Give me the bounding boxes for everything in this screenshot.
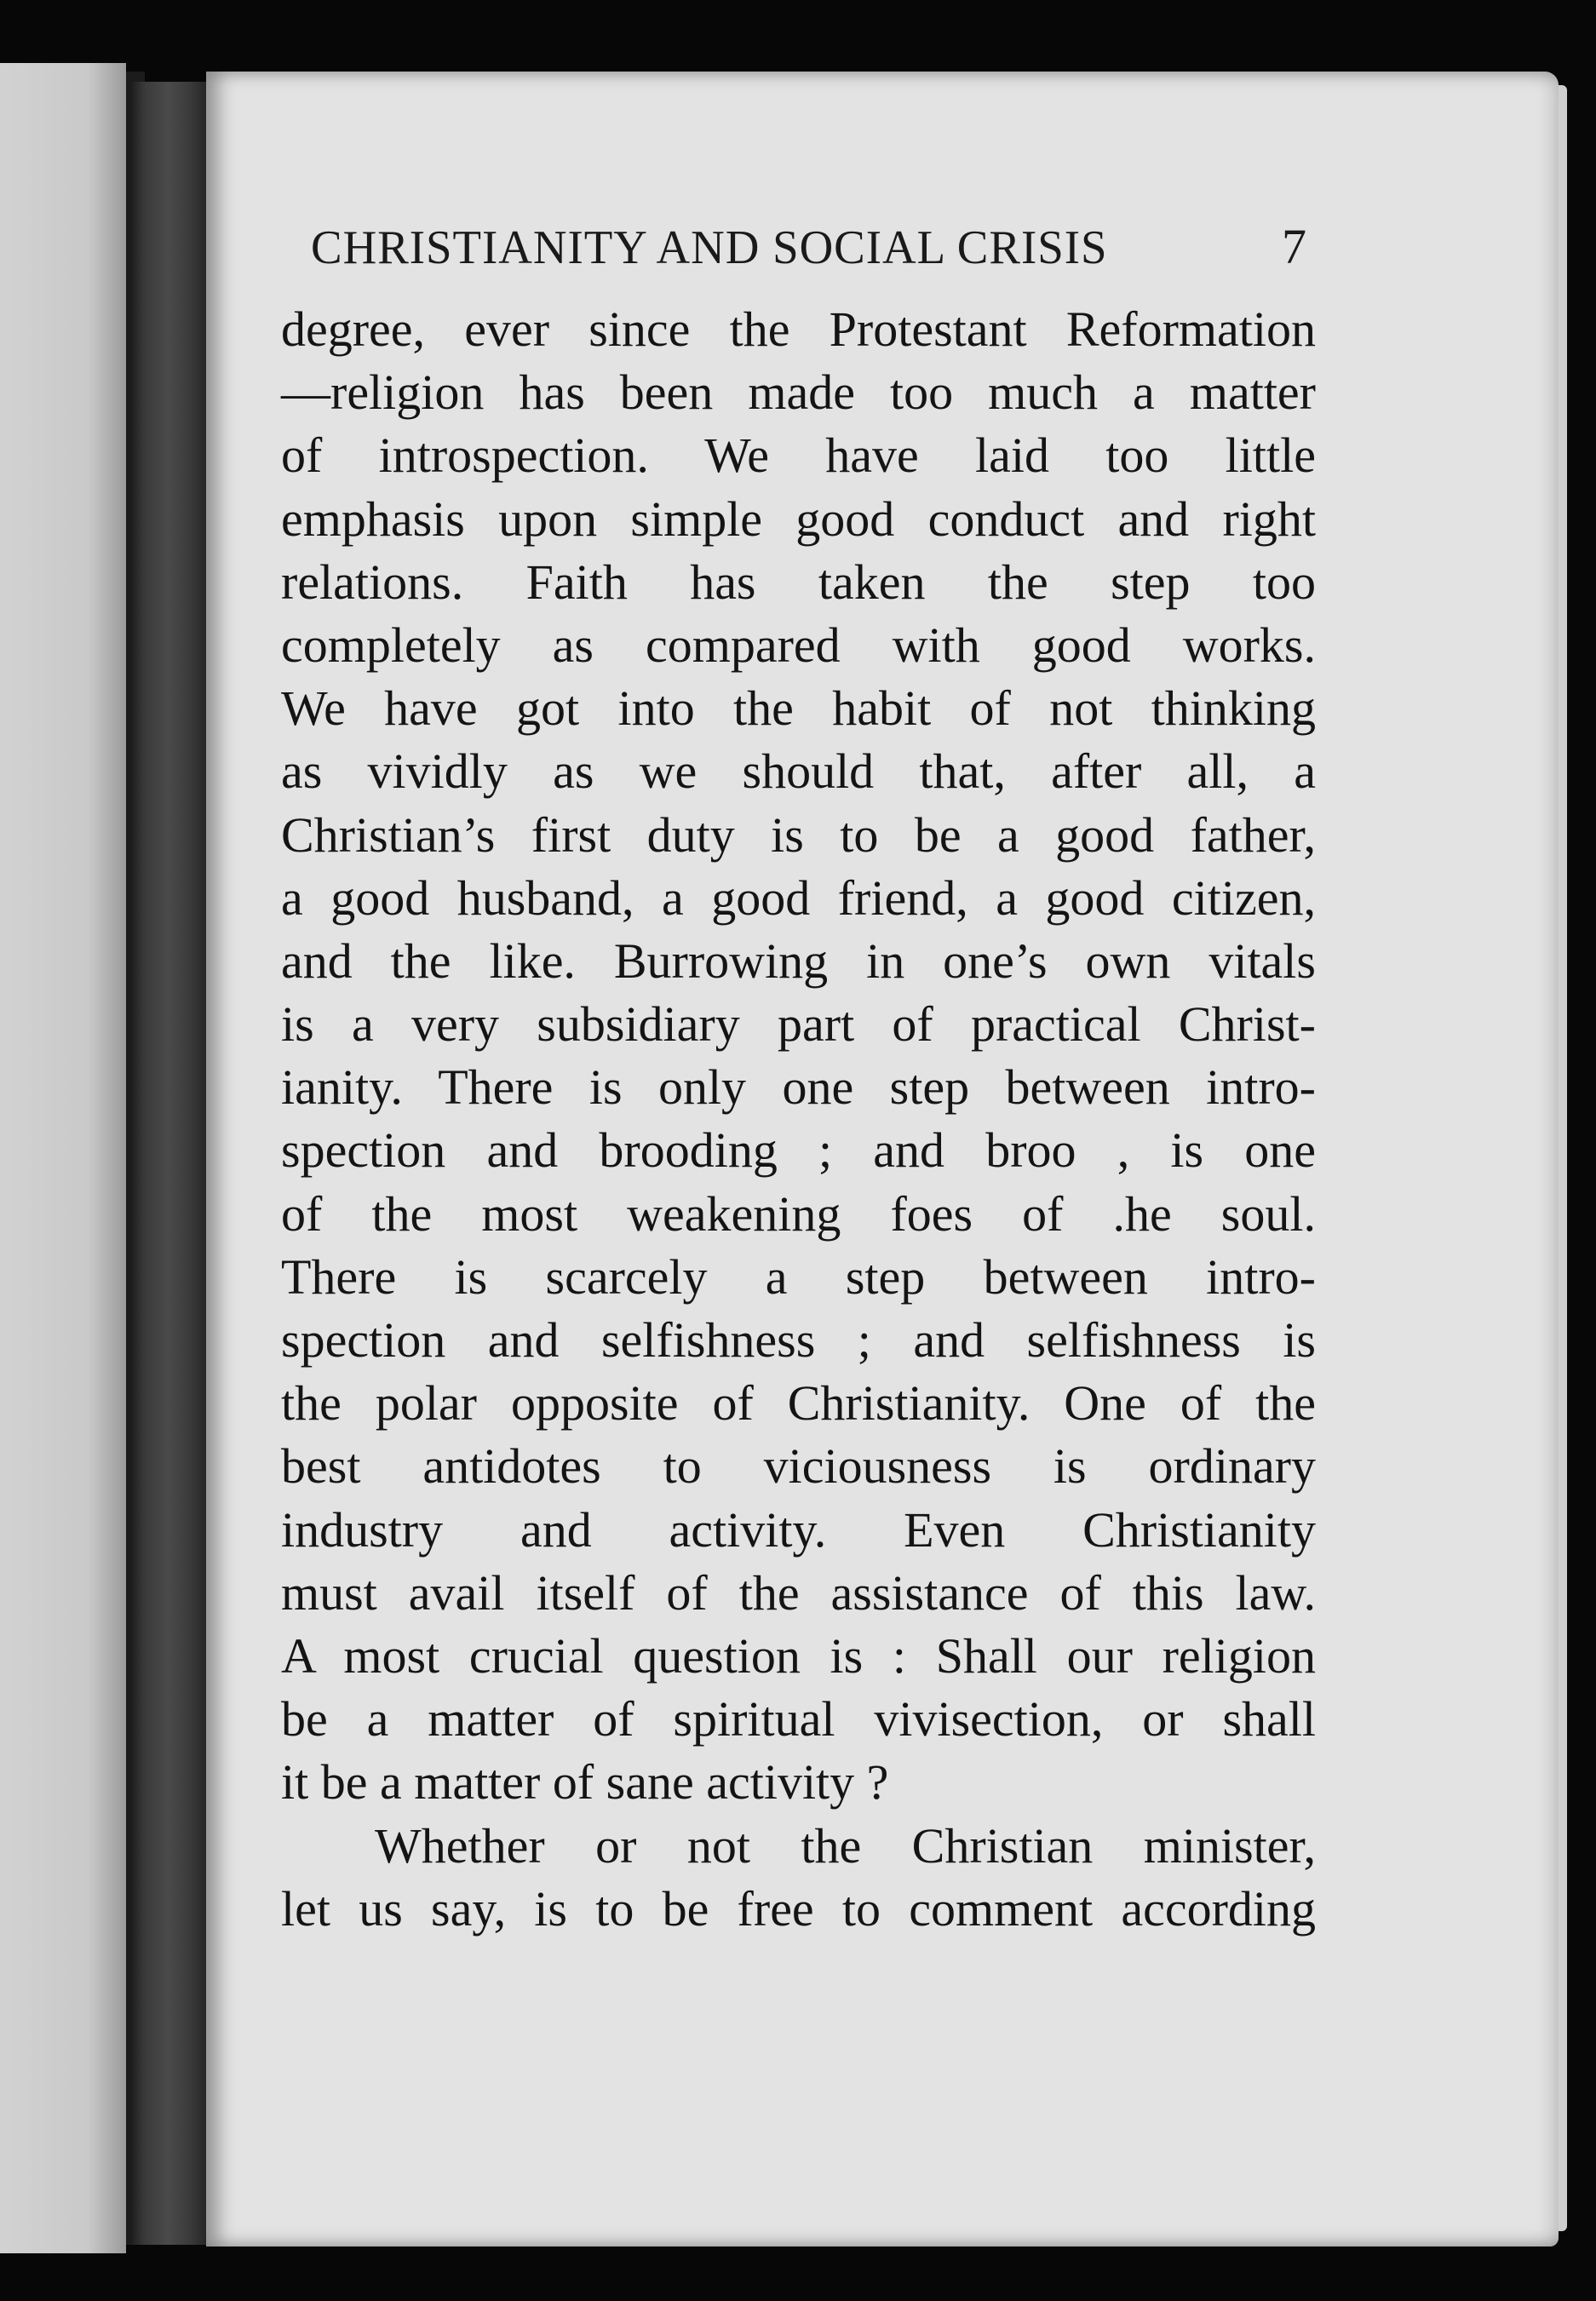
text-line: of introspection. We have laid too little [281,427,1316,484]
text-line: —religion has been made too much a matter [281,364,1316,421]
paragraph-2 [281,1815,1316,1941]
running-header-title: CHRISTIANITY AND SOCIAL CRISIS [311,221,1108,274]
text-line: A most crucial question is : Shall our religion [281,1627,1316,1684]
text-line: best antidotes to viciousness is ordinary [281,1438,1316,1495]
body-text [281,298,1316,1941]
text-line: emphasis upon simple good conduct and right [281,491,1316,547]
text-line: degree, ever since the Protestant Reformation [281,301,1316,357]
text-line: industry and activity. Even Christianity [281,1501,1316,1558]
running-header [311,218,1307,286]
paragraph-1 [281,298,1316,1815]
text-line: of the most weakening foes of .he soul. [281,1185,1316,1242]
text-line: as vividly as we should that, after all, a [281,743,1316,800]
text-line: relations. Faith has taken the step too [281,554,1316,610]
text-line: the polar opposite of Christianity. One of the [281,1375,1316,1432]
page-number: 7 [1282,219,1307,274]
text-line: be a matter of spiritual vivisection, or shall [281,1691,1316,1747]
text-line: is a very subsidiary part of practical Christ- [281,996,1316,1053]
text-line: a good husband, a good friend, a good citizen, [281,869,1316,926]
book-spine [129,82,206,2245]
page-edge [1559,85,1567,2231]
text-line: spection and brooding ; and broo , is one [281,1122,1316,1179]
text-line: Christian’s first duty is to be a good father, [281,806,1316,863]
text-line: must avail itself of the assistance of this law. [281,1564,1316,1621]
text-line: let us say, is to be free to comment according [281,1880,1316,1937]
text-line: completely as compared with good works. [281,617,1316,673]
text-line: We have got into the habit of not thinking [281,680,1316,737]
left-page-edge [0,63,126,2253]
text-line: and the like. Burrowing in one’s own vitals [281,932,1316,989]
text-line: Whether or not the Christian minister, [375,1817,1316,1874]
text-line: it be a matter of sane activity ? [281,1754,889,1810]
text-line: ianity. There is only one step between intro- [281,1059,1316,1116]
text-line: spection and selfishness ; and selfishness is [281,1312,1316,1368]
text-line: There is scarcely a step between intro- [281,1248,1316,1305]
